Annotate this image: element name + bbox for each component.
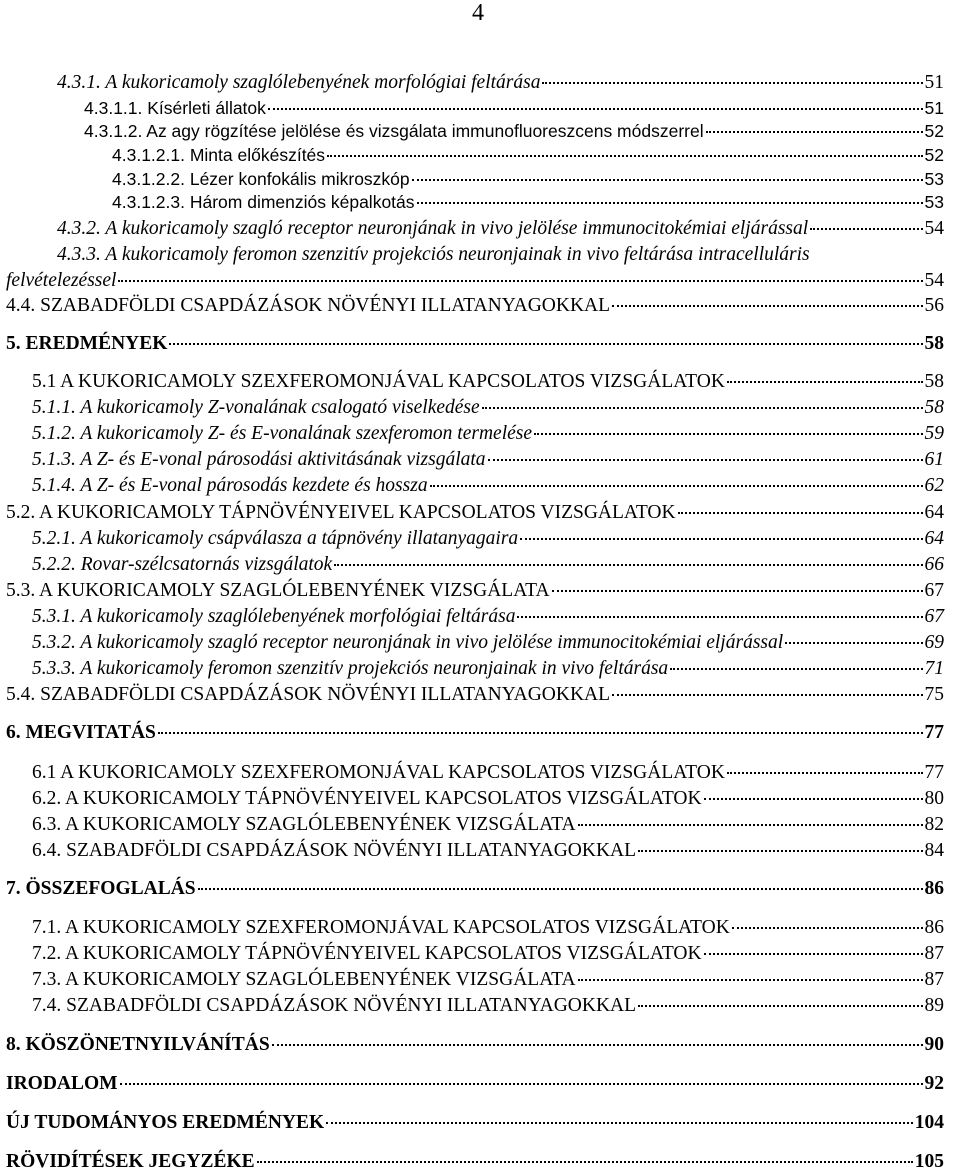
toc-entry-page: 52 xyxy=(924,145,944,165)
toc-entry-title: 4.3.1.2.3. Három dimenziós képalkotás xyxy=(112,192,415,212)
toc-entry-title: 5.1.2. A kukoricamoly Z- és E-vonalának szexferomon termelése xyxy=(32,423,533,444)
leader-dots xyxy=(158,732,923,734)
toc-entry[interactable] xyxy=(6,1112,944,1134)
toc-entry[interactable] xyxy=(6,684,944,706)
toc-entry[interactable] xyxy=(32,788,944,810)
toc-entry-title: 5.2.1. A kukoricamoly csápválasza a tápnövény illatanyagaira xyxy=(32,528,519,549)
toc-entry-page: 54 xyxy=(924,218,944,239)
toc-entry-page: 64 xyxy=(924,528,944,549)
toc-entry[interactable] xyxy=(32,449,944,471)
toc-entry[interactable] xyxy=(32,397,944,419)
toc-entry-page: 67 xyxy=(924,606,944,627)
toc-entry[interactable] xyxy=(32,423,944,445)
leader-dots xyxy=(334,564,922,566)
toc-entry[interactable] xyxy=(32,943,944,965)
toc-entry[interactable] xyxy=(6,1034,944,1056)
toc-entry-title: 5.3.3. A kukoricamoly feromon szenzitív projekciós neuronjainak in vivo feltárása xyxy=(32,658,669,679)
toc-entry-page: 87 xyxy=(924,969,944,990)
toc-entry-title: 5. EREDMÉNYEK xyxy=(6,333,168,354)
toc-entry-title: 5.1.1. A kukoricamoly Z-vonalának csalogató viselkedése xyxy=(32,397,480,418)
toc-entry-page: 53 xyxy=(924,192,944,212)
toc-entry-page: 87 xyxy=(924,943,944,964)
leader-dots xyxy=(534,433,922,435)
toc-entry[interactable] xyxy=(32,969,944,991)
toc-entry[interactable] xyxy=(6,502,944,524)
toc-entry-page: 86 xyxy=(924,917,944,938)
toc-entry-page: 62 xyxy=(924,475,944,496)
toc-entry[interactable] xyxy=(57,72,944,94)
toc-entry[interactable] xyxy=(32,658,944,680)
leader-dots xyxy=(517,616,922,618)
toc-entry[interactable] xyxy=(6,1151,944,1173)
toc-entry-page: 51 xyxy=(924,72,944,93)
toc-entry-page: 69 xyxy=(924,632,944,653)
leader-dots xyxy=(704,798,923,800)
toc-entry[interactable] xyxy=(112,145,944,166)
toc-entry[interactable] xyxy=(32,840,944,862)
leader-dots xyxy=(169,343,922,345)
toc-entry-page: 77 xyxy=(924,762,944,783)
leader-dots xyxy=(417,202,923,204)
leader-dots xyxy=(810,228,922,230)
leader-dots xyxy=(612,694,922,696)
leader-dots xyxy=(520,538,922,540)
leader-dots xyxy=(678,512,923,514)
toc-entry-title: 7.4. SZABADFÖLDI CSAPDÁZÁSOK NÖVÉNYI ILLATANYAGOKKAL xyxy=(32,995,637,1016)
toc-entry[interactable] xyxy=(112,169,944,190)
toc-entry-page: 80 xyxy=(924,788,944,809)
leader-dots xyxy=(412,179,923,181)
toc-entry[interactable] xyxy=(6,1073,944,1095)
toc-entry-page: 75 xyxy=(924,684,944,705)
leader-dots xyxy=(706,131,923,133)
toc-entry-page: 64 xyxy=(924,502,944,523)
toc-entry-page: 51 xyxy=(924,98,944,118)
toc-entry[interactable] xyxy=(6,878,944,900)
leader-dots xyxy=(727,772,923,774)
toc-entry-title: 6.1 A KUKORICAMOLY SZEXFEROMONJÁVAL KAPCSOLATOS VIZSGÁLATOK xyxy=(32,762,725,783)
toc-entry-title: 4.3.1.2.2. Lézer konfokális mikroszkóp xyxy=(112,169,410,189)
leader-dots xyxy=(552,590,923,592)
toc-entry[interactable] xyxy=(32,762,944,784)
toc-entry-page: 66 xyxy=(924,554,944,575)
toc-entry[interactable] xyxy=(32,475,944,497)
leader-dots xyxy=(272,1044,923,1046)
toc-entry-page: 56 xyxy=(924,295,944,316)
leader-dots xyxy=(327,155,922,157)
toc-entry-title: 6.2. A KUKORICAMOLY TÁPNÖVÉNYEIVEL KAPCSOLATOS VIZSGÁLATOK xyxy=(32,788,702,809)
toc-entry-page: 61 xyxy=(924,449,944,470)
toc-entry-title: 7.1. A KUKORICAMOLY SZEXFEROMONJÁVAL KAPCSOLATOS VIZSGÁLATOK xyxy=(32,917,730,938)
toc-entry-page: 52 xyxy=(924,121,944,141)
toc-entry-title: 5.3.1. A kukoricamoly szaglólebenyének morfológiai feltárása xyxy=(32,606,516,627)
toc-entry-page: 82 xyxy=(924,814,944,835)
toc-entry-page: 53 xyxy=(924,169,944,189)
toc-entry[interactable] xyxy=(6,295,944,317)
toc-entry[interactable] xyxy=(6,270,944,292)
leader-dots xyxy=(638,850,922,852)
leader-dots xyxy=(578,824,923,826)
toc-entry-title: 7.3. A KUKORICAMOLY SZAGLÓLEBENYÉNEK VIZSGÁLATA xyxy=(32,969,576,990)
leader-dots xyxy=(257,1161,913,1163)
toc-entry-title: 5.1.4. A Z- és E-vonal párosodás kezdete és hossza xyxy=(32,475,428,496)
toc-entry-title[interactable]: 4.3.3. A kukoricamoly feromon szenzitív projekciós neuronjainak in vivo feltárása intracelluláris xyxy=(57,244,810,265)
page-number: 4 xyxy=(472,0,484,26)
toc-entry-title: 7. ÖSSZEFOGLALÁS xyxy=(6,878,196,899)
toc-entry-page: 92 xyxy=(924,1073,944,1094)
toc-entry-page: 67 xyxy=(924,580,944,601)
leader-dots xyxy=(268,108,923,110)
toc-entry-title: 5.1.3. A Z- és E-vonal párosodási aktivitásának vizsgálata xyxy=(32,449,486,470)
leader-dots xyxy=(670,668,922,670)
toc-entry[interactable] xyxy=(84,121,944,142)
leader-dots xyxy=(727,381,923,383)
toc-entry-page: 90 xyxy=(924,1034,944,1055)
toc-entry-title: 4.4. SZABADFÖLDI CSAPDÁZÁSOK NÖVÉNYI ILLATANYAGOKKAL xyxy=(6,295,611,316)
toc-entry[interactable] xyxy=(32,606,944,628)
toc-entry[interactable] xyxy=(32,554,944,576)
toc-entry[interactable] xyxy=(32,632,944,654)
toc-entry-title: 4.3.1.1. Kísérleti állatok xyxy=(84,98,266,118)
toc-entry-page: 58 xyxy=(924,371,944,392)
leader-dots xyxy=(482,407,923,409)
toc-entry-title: 4.3.1.2.1. Minta előkészítés xyxy=(112,145,326,165)
toc-entry-title: RÖVIDÍTÉSEK JEGYZÉKE xyxy=(6,1151,255,1172)
toc-entry[interactable] xyxy=(32,528,944,550)
leader-dots xyxy=(542,82,922,84)
toc-entry[interactable] xyxy=(84,98,944,119)
toc-entry-title: ÚJ TUDOMÁNYOS EREDMÉNYEK xyxy=(6,1112,325,1133)
toc-entry-page: 105 xyxy=(914,1151,944,1172)
leader-dots xyxy=(638,1005,922,1007)
toc-entry[interactable] xyxy=(112,192,944,213)
toc-entry-title: 5.4. SZABADFÖLDI CSAPDÁZÁSOK NÖVÉNYI ILLATANYAGOKKAL xyxy=(6,684,611,705)
toc-entry-title: 5.2. A KUKORICAMOLY TÁPNÖVÉNYEIVEL KAPCSOLATOS VIZSGÁLATOK xyxy=(6,502,676,523)
leader-dots xyxy=(326,1122,913,1124)
toc-entry-title: 4.3.1.2. Az agy rögzítése jelölése és vizsgálata immunofluoreszcens módszerrel xyxy=(84,121,704,141)
leader-dots xyxy=(120,1083,923,1085)
toc-entry-page: 89 xyxy=(924,995,944,1016)
toc-entry[interactable] xyxy=(32,814,944,836)
toc-entry-title: 5.1 A KUKORICAMOLY SZEXFEROMONJÁVAL KAPCSOLATOS VIZSGÁLATOK xyxy=(32,371,725,392)
toc-entry-title: felvételezéssel xyxy=(6,270,117,291)
toc-entry-title: IRODALOM xyxy=(6,1073,118,1094)
toc-entry-title: 4.3.2. A kukoricamoly szagló receptor neuronjának in vivo jelölése immunocitokémiai eljárással xyxy=(57,218,809,239)
toc-entry-page: 58 xyxy=(924,333,944,354)
leader-dots xyxy=(118,280,922,282)
leader-dots xyxy=(488,459,923,461)
toc-entry-title: 4.3.1. A kukoricamoly szaglólebenyének morfológiai feltárása xyxy=(57,72,541,93)
leader-dots xyxy=(704,953,923,955)
leader-dots xyxy=(430,485,923,487)
toc-entry-page: 104 xyxy=(914,1112,944,1133)
toc-entry-title: 6. MEGVITATÁS xyxy=(6,722,156,743)
toc-entry-page: 71 xyxy=(924,658,944,679)
toc-entry[interactable] xyxy=(57,218,944,240)
toc-entry[interactable] xyxy=(32,995,944,1017)
toc-entry-page: 86 xyxy=(924,878,944,899)
toc-entry-page: 58 xyxy=(924,397,944,418)
toc-entry-title: 7.2. A KUKORICAMOLY TÁPNÖVÉNYEIVEL KAPCSOLATOS VIZSGÁLATOK xyxy=(32,943,702,964)
toc-entry[interactable] xyxy=(32,917,944,939)
toc-entry-page: 84 xyxy=(924,840,944,861)
leader-dots xyxy=(732,927,923,929)
toc-entry-title: 5.3.2. A kukoricamoly szagló receptor neuronjának in vivo jelölése immunocitokémiai eljárással xyxy=(32,632,784,653)
toc-entry-title: 5.3. A KUKORICAMOLY SZAGLÓLEBENYÉNEK VIZSGÁLATA xyxy=(6,580,550,601)
toc-entry[interactable] xyxy=(6,580,944,602)
toc-entry[interactable] xyxy=(32,371,944,393)
toc-entry-title: 6.3. A KUKORICAMOLY SZAGLÓLEBENYÉNEK VIZSGÁLATA xyxy=(32,814,576,835)
toc-entry-title: 8. KÖSZÖNETNYILVÁNÍTÁS xyxy=(6,1034,270,1055)
toc-entry-page: 59 xyxy=(924,423,944,444)
toc-entry[interactable] xyxy=(6,722,944,744)
toc-entry-page: 77 xyxy=(924,722,944,743)
leader-dots xyxy=(578,979,923,981)
toc-entry-title: 6.4. SZABADFÖLDI CSAPDÁZÁSOK NÖVÉNYI ILLATANYAGOKKAL xyxy=(32,840,637,861)
toc-entry-title: 5.2.2. Rovar-szélcsatornás vizsgálatok xyxy=(32,554,333,575)
leader-dots xyxy=(785,642,922,644)
leader-dots xyxy=(612,305,922,307)
toc-entry[interactable] xyxy=(6,333,944,355)
toc-entry-page: 54 xyxy=(924,270,944,291)
leader-dots xyxy=(198,888,923,890)
